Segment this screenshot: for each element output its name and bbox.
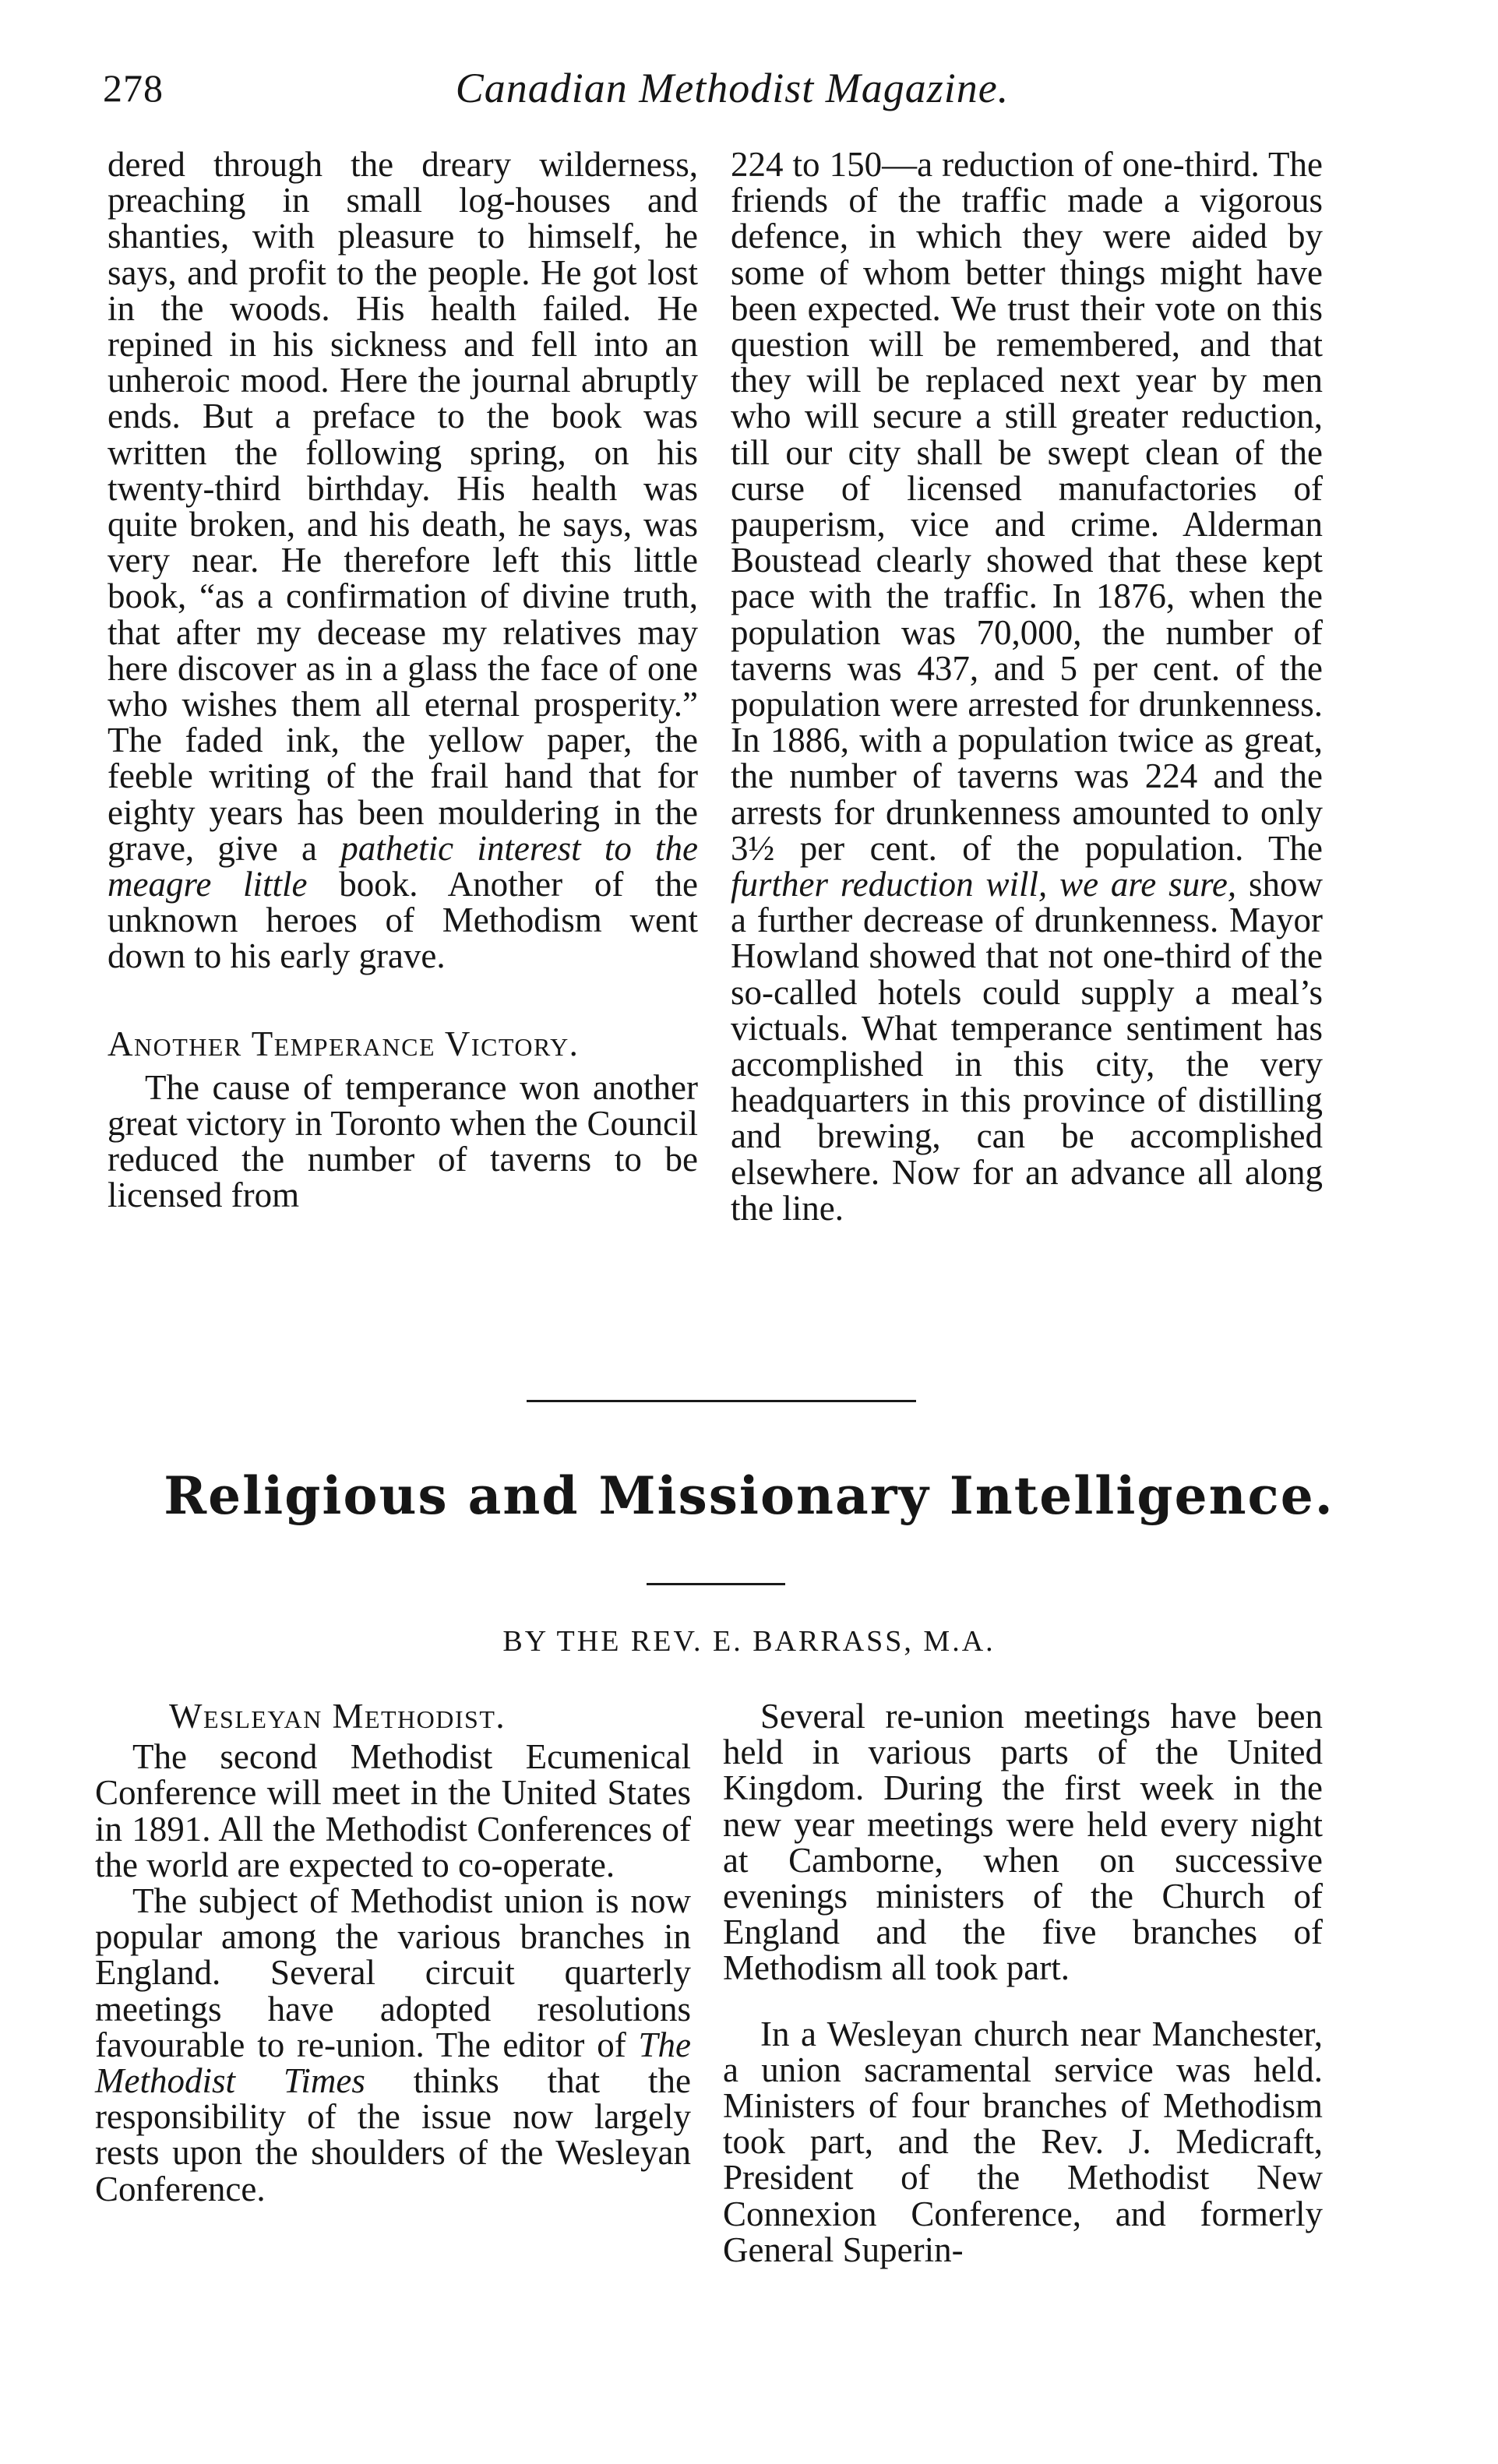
paragraph	[95, 1883, 691, 2207]
paragraph-text: The subject of Methodist union is now popular among the various branches in England. Several circuit quarterly meetings have adopted resolutions favourable to re-union. The editor of	[95, 1881, 691, 2064]
paragraph: The second Methodist Ecumenical Conference will meet in the United States in 1891. All the Methodist Conferences of the world are expected to co-operate.	[95, 1737, 691, 1884]
right-column-bottom	[723, 1698, 1323, 2268]
italic-text: pathetic interest to the meagre little	[108, 828, 698, 904]
page-header	[93, 61, 1371, 123]
divider-rule	[527, 1400, 916, 1402]
paragraph-text: book. Another of the unknown heroes of Methodism went down to his early grave.	[108, 865, 699, 976]
section-title: Religious and Missionary Intelligence.	[164, 1465, 1334, 1526]
author-byline: BY THE REV. E. BARRASS, M.A.	[502, 1625, 996, 1658]
paragraph: Several re-union meetings have been held in various parts of the United Kingdom. During the first week in the new year meetings were held every night at Camborne, when on successive evenings ministers of the Church of England and the five branches of Methodism all took part.	[723, 1697, 1323, 1988]
page-number: 278	[103, 66, 164, 110]
section-subheading: Another Temperance Victory.	[108, 1024, 580, 1063]
running-title: Canadian Methodist Magazine.	[455, 65, 1010, 111]
divider-rule-short	[647, 1583, 785, 1585]
paragraph-text: show a further decrease of drunkenness. Mayor Howland showed that not one-third of the so-called hotels could supply a meal’s victuals. What temperance sentiment has accomplished in this city, the very headquarters in this province of distilling and brewing, can be accomplished elsewhere. Now for an advance all along the line.	[731, 865, 1324, 1228]
paragraph: In a Wesleyan church near Manchester, a union sacramental service was held. Ministers of four branches of Methodism took part, and the Rev. J. Medicraft, President of the Methodist New Connexion Conference, and formerly General Superin-	[723, 2014, 1323, 2269]
left-column-top	[108, 146, 698, 1214]
right-column-top	[731, 146, 1323, 1226]
paragraph	[108, 146, 698, 975]
paragraph-text: thinks that the responsibility of the issue now largely rests upon the shoulders of the Wesleyan Conference.	[95, 2061, 691, 2208]
italic-text: further reduction will, we are sure,	[731, 865, 1237, 904]
paragraph-text: 224 to 150—a reduction of one-third. The friends of the traffic made a vigorous defence, in which they were aided by some of whom better things might have been expected. We trust their vote on this question will be remembered, and that they will be replaced next year by men who will secure a still greater reduction, till our city shall be swept clean of the curse of licensed manufactories of pauperism, vice and crime. Alderman Boustead clearly showed that these kept pace with the traffic. In 1876, when the population was 70,000, the number of taverns was 437, and 5 per cent. of the population were arrested for drunkenness. In 1886, with a population twice as great, the number of taverns was 224 and the arrests for drunkenness amounted to only 3½ per cent. of the population. The	[731, 145, 1323, 868]
left-column-bottom	[95, 1698, 691, 2207]
section-subheading: Wesleyan Methodist.	[169, 1697, 506, 1736]
italic-text: The Methodist Times	[95, 2025, 691, 2101]
paragraph-text: dered through the dreary wilderness, preaching in small log-houses and shanties, with pleasure to himself, he says, and profit to the people. He got lost in the woods. His health failed. He repined in his sickness and fell into an unheroic mood. Here the journal abruptly ends. But a preface to the book was written the following spring, on his twenty-third birthday. His health was quite broken, and his death, he says, was very near. He therefore left this little book, “as a confirmation of divine truth, that after my decease my relatives may here discover as in a glass the face of one who wishes them all eternal prosperity.” The faded ink, the yellow paper, the feeble writing of the frail hand that for eighty years has been mouldering in the grave, give a	[108, 145, 698, 868]
paragraph: The cause of temperance won another great victory in Toronto when the Council reduced the number of taverns to be licensed from	[108, 1067, 698, 1215]
paragraph	[731, 146, 1323, 1226]
